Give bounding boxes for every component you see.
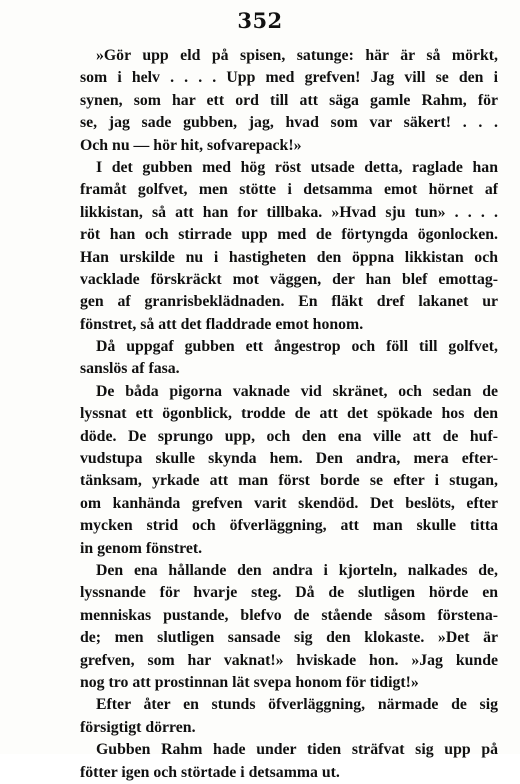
text-line: döde. De sprungo upp, och den ena ville att de huf- [80,427,498,445]
text-line: fönstret, så att det fladdrade emot honom. [80,315,364,333]
text-line: lyssnande för hvarje steg. Då de slutligen hörde en [80,584,498,602]
page-number: 352 [237,8,283,33]
text-line: Han urskilde nu i hastigheten den öppna likkistan och [80,248,498,266]
text-line: I det gubben med hög röst utsade detta, raglade han [96,158,498,176]
text-line: in genom fönstret. [80,539,203,557]
text-line: som i helv . . . . Upp med grefven! Jag vill se den i [80,69,498,87]
text-line: vacklade förskräckt mot väggen, der han blef emottag- [80,270,498,288]
text-line: tänksam, yrkade att man först borde se efter i stugan, [80,472,498,490]
text-line: Gubben Rahm hade under tiden sträfvat sig upp på [96,741,498,759]
text-line: röt han och stirrade upp med de förtyngda ögonlocken. [80,226,498,244]
text-line: synen, som har ett ord till att säga gamle Rahm, för [80,91,498,109]
text-line: Efter åter en stunds öfverläggning, närmade de sig [96,696,498,714]
text-line: grefven, som har vaknat!» hviskade hon. »Jag kunde [80,651,498,669]
text-line: Då uppgaf gubben ett ångestrop och föll till golfvet, [96,338,498,356]
text-line: Och nu — hör hit, sofvarepack!» [80,136,302,154]
text-line: »Gör upp eld på spisen, satunge: här är så mörkt, [96,47,498,64]
text-line: Den ena hållande den andra i kjorteln, nalkades de, [96,561,498,579]
text-line: gen af granrisbeklädnaden. En fläkt dref lakanet ur [80,293,498,311]
text-line: vudstupa skulle skynda hem. Den andra, mera efter- [80,450,498,468]
text-line: fötter igen och störtade i detsamma ut. [80,763,340,781]
text-line: mycken strid och öfverläggning, att man skulle titta [80,517,498,535]
text-line: nog tro att prostinnan lät svepa honom för tidigt!» [80,673,419,691]
text-line: lyssnat ett ögonblick, trodde de att det spökade hos den [80,405,498,423]
text-line: sanslös af fasa. [80,360,180,378]
text-line: om kanhända grefven varit skendöd. Det beslöts, efter [80,494,498,512]
text-line: de; men slutligen sansade sig den klokaste. »Det är [80,629,498,647]
body-text [80,45,498,784]
text-line: framåt golfvet, men stötte i detsamma emot hörnet af [80,181,498,199]
text-line: se, jag sade gubben, jag, hvad som var säkert! . . . [80,114,498,132]
text-line: menniskas pustande, blefvo de stående såsom förstena- [80,606,498,624]
text-line: De båda pigorna vaknade vid skränet, och sedan de [96,382,498,400]
text-line: försigtigt dörren. [80,718,196,736]
text-line: likkistan, så att han for tillbaka. »Hvad sju tun» . . . . [80,203,498,221]
